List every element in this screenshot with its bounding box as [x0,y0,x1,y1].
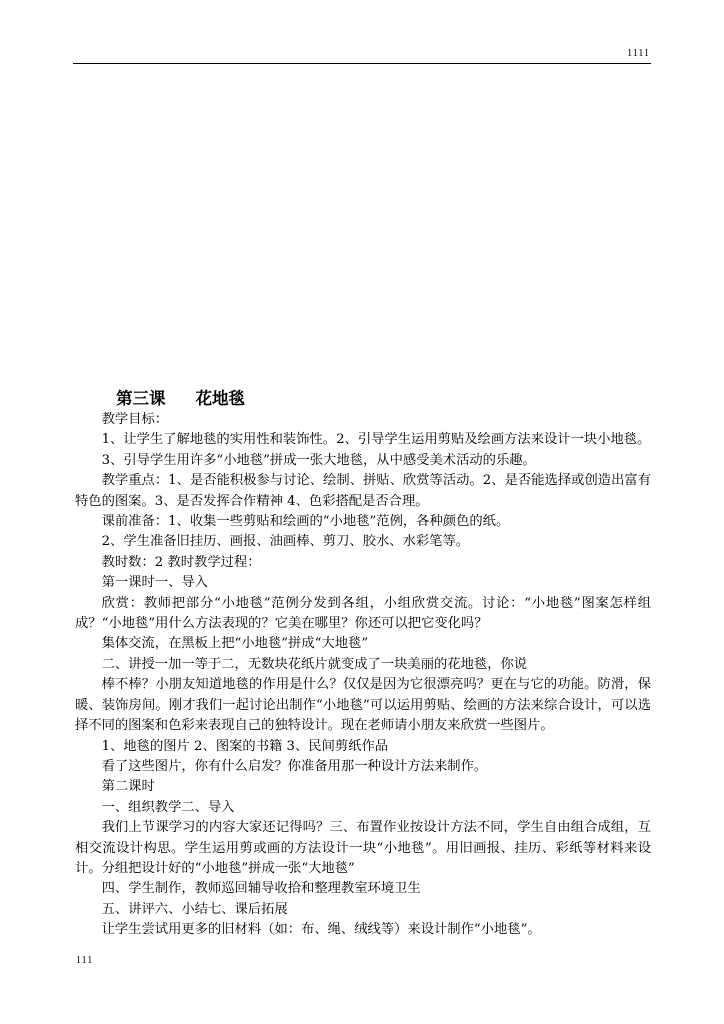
paragraph: 教时数：2 教时教学过程： [101,554,261,570]
lesson-title [116,385,245,409]
paragraph: 一、组织教学二、导入 [101,799,235,815]
paragraph: 四、学生制作，教师巡回辅导收拾和整理教室环境卫生 [101,881,421,897]
paragraph: 课前准备：1、收集一些剪贴和绘画的“小地毯”范例，各种颜色的纸。 [101,514,510,530]
paragraph: 1、地毯的图片 2、图案的书籍 3、民间剪纸作品 [101,738,389,754]
paragraph: 第二课时 [101,779,155,795]
paragraph: 棒不棒？小朋友知道地毯的作用是什么？仅仅是因为它很漂亮吗？更在与它的功能。防滑，保暖、装饰房间。刚才我们一起讨论出制作“小地毯”可以运用剪贴、绘画的方法来综合设计，可以选择不同的图案和色彩来表现自己的独特设计。现在老师请小朋友来欣赏一些图片。 [75,677,651,734]
paragraph: 3、引导学生用许多“小地毯”拼成一张大地毯，从中感受美术活动的乐趣。 [101,452,536,468]
paragraph: 教学目标： [101,412,169,427]
paragraph: 欣赏：教师把部分“小地毯”范例分发到各组，小组欣赏交流。讨论：“小地毯”图案怎样组成？“小地毯”用什么方法表现的？它美在哪里？你还可以把它变化吗？ [75,595,651,632]
paragraph: 我们上节课学习的内容大家还记得吗？三、布置作业按设计方法不同，学生自由组合成组，互相交流设计构思。学生运用剪或画的方法设计一块“小地毯”。用旧画报、挂历、彩纸等材料来设计。分组把设计好的“小地毯”拼成一张“大地毯” [75,820,651,876]
lesson-name: 花地毯 [195,389,245,408]
paragraph: 看了这些图片，你有什么启发？你准备用那一种设计方法来制作。 [101,758,488,774]
paragraph: 五、讲评六、小结七、课后拓展 [101,901,288,917]
paragraph: 让学生尝试用更多的旧材料（如：布、绳、绒线等）来设计制作“小地毯”。 [101,922,541,938]
header-page-number: 1111 [627,48,650,59]
paragraph: 集体交流，在黑板上把“小地毯”拼成“大地毯” [101,636,369,652]
lesson-number: 第三课 [116,389,166,408]
lesson-body [75,410,651,941]
paragraph: 二、讲授一加一等于二，无数块花纸片就变成了一块美丽的花地毯，你说 [101,656,528,672]
paragraph: 1、让学生了解地毯的实用性和装饰性。2、引导学生运用剪贴及绘画方法来设计一块小地毯。 [101,432,651,448]
paragraph: 2、学生准备旧挂历、画报、油画棒、剪刀、胶水、水彩笔等。 [101,534,470,550]
paragraph: 第一课时一、导入 [101,575,208,591]
header-rule [73,63,651,64]
footer-page-number: 111 [76,955,94,966]
paragraph: 教学重点：1、是否能积极参与讨论、绘制、拼贴、欣赏等活动。2、是否能选择或创造出富有特色的图案。3、是否发挥合作精神 4、色彩搭配是否合理。 [75,473,651,509]
